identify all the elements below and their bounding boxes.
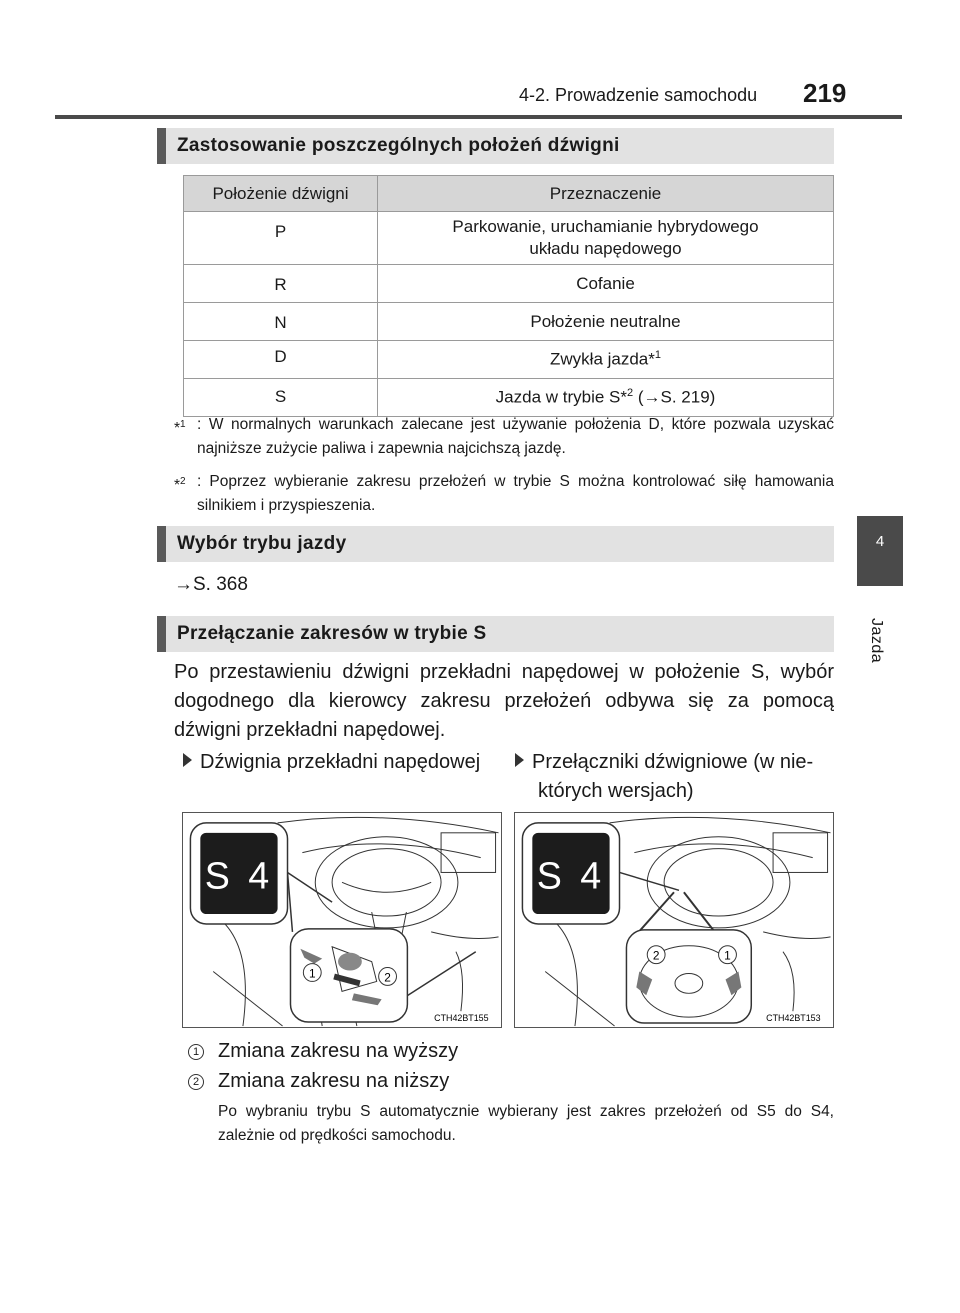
- triangle-bullet-icon: [183, 753, 192, 767]
- legend-number: 2: [188, 1074, 204, 1090]
- triangle-bullet-icon: [515, 753, 524, 767]
- purpose-cell: Położenie neutralne: [378, 303, 834, 341]
- footnote-marker: [174, 470, 186, 498]
- position-cell: R: [184, 265, 378, 303]
- footnote-ref: 1: [654, 349, 661, 362]
- footnote-text: : W normalnych warunkach zalecane jest używanie położenia D, które pozwala uzyskać najniższe zużycie paliwa i zapewnia najcichszą jazdę.: [197, 416, 834, 457]
- figure-shift-lever: [182, 812, 502, 1028]
- figure-paddle-shifters: [514, 812, 834, 1028]
- option-lever: [183, 748, 480, 777]
- page-reference: (→S. 219): [637, 387, 716, 407]
- footnote: [174, 413, 834, 461]
- table-header: Położenie dźwigni: [184, 176, 378, 212]
- purpose-cell: [378, 341, 834, 379]
- s4-display-text: S 4: [536, 854, 606, 897]
- figure-code: CTH42BT155: [434, 1013, 489, 1024]
- section-title: Przełączanie zakresów w trybie S: [177, 623, 487, 644]
- figure-code: CTH42BT153: [766, 1013, 821, 1024]
- option-paddles-cont: których wersjach): [538, 780, 694, 802]
- legend-text: Zmiana zakresu na wyższy: [218, 1040, 459, 1062]
- section-title: Zastosowanie poszczególnych położeń dźwigni: [177, 135, 620, 156]
- section-title: Wybór trybu jazdy: [177, 533, 347, 554]
- footnote-num: 1: [180, 419, 186, 430]
- purpose-text: Zwykła jazda*: [550, 349, 655, 369]
- lead-paragraph: Po przestawieniu dźwigni przekładni napędowej w położenie S, wybór dogodnego dla kierowcy zakresu przełożeń odbywa się za pomocą dźwigni przekładni napędowej.: [174, 661, 834, 741]
- purpose-text: Parkowanie, uruchamianie hybrydowego układu napędowego: [452, 217, 759, 258]
- page-number: 219: [803, 78, 847, 108]
- position-cell: S: [184, 379, 378, 417]
- table-row: [184, 212, 834, 265]
- legend-number: 1: [188, 1044, 204, 1060]
- legend-text: Zmiana zakresu na niższy: [218, 1070, 450, 1092]
- chapter-tab: [857, 516, 903, 586]
- legend-item: [188, 1067, 449, 1096]
- section-heading-s-mode: [157, 616, 834, 652]
- footnote-num: 2: [180, 476, 186, 487]
- callout-label: 2: [384, 970, 391, 985]
- position-cell: D: [184, 341, 378, 379]
- purpose-cell: Cofanie: [378, 265, 834, 303]
- table-header: Przeznaczenie: [378, 176, 834, 212]
- legend-item: [188, 1037, 458, 1066]
- footnote-star: *: [174, 477, 181, 495]
- purpose-cell: [378, 212, 834, 265]
- footnote-marker: [174, 413, 186, 441]
- chapter-label: Jazda: [868, 618, 885, 664]
- option-text: Przełączniki dźwigniowe (w nie-: [532, 751, 814, 773]
- table-row: [184, 265, 834, 303]
- table-row: [184, 379, 834, 417]
- section-heading-drive-mode: [157, 526, 834, 562]
- table-row: [184, 341, 834, 379]
- callout-label: 1: [308, 966, 316, 981]
- paddle-shifters-illustration: [515, 813, 833, 1027]
- footnote-text: : Poprzez wybieranie zakresu przełożeń w trybie S można kontrolować siłę hamowania silnikiem i przyspieszenia.: [197, 473, 834, 514]
- purpose-cell: [378, 379, 834, 417]
- callout-label: 2: [652, 948, 660, 963]
- page-reference: →S. 368: [174, 574, 248, 595]
- shift-lever-illustration: [183, 813, 501, 1027]
- running-header: 4-2. Prowadzenie samochodu: [519, 85, 758, 105]
- note-paragraph: Po wybraniu trybu S automatycznie wybierany jest zakres przełożeń od S5 do S4, zależnie od prędkości samochodu.: [218, 1103, 834, 1144]
- table-row: [184, 303, 834, 341]
- purpose-text: Jazda w trybie S*: [495, 387, 627, 407]
- table-header-row: [184, 176, 834, 212]
- footnote: [174, 470, 834, 518]
- footnote-star: *: [174, 420, 181, 438]
- option-text: Dźwignia przekładni napędowej: [200, 751, 481, 773]
- header-rule: [55, 115, 902, 119]
- positions-table: [183, 175, 834, 417]
- s4-display-text: S 4: [204, 854, 274, 897]
- footnote-ref: 2: [627, 387, 634, 400]
- option-paddles: [515, 748, 835, 777]
- position-cell: P: [184, 212, 378, 265]
- position-cell: N: [184, 303, 378, 341]
- section-heading-lever-positions: [157, 128, 834, 164]
- chapter-number: 4: [875, 533, 885, 550]
- callout-label: 1: [724, 948, 731, 963]
